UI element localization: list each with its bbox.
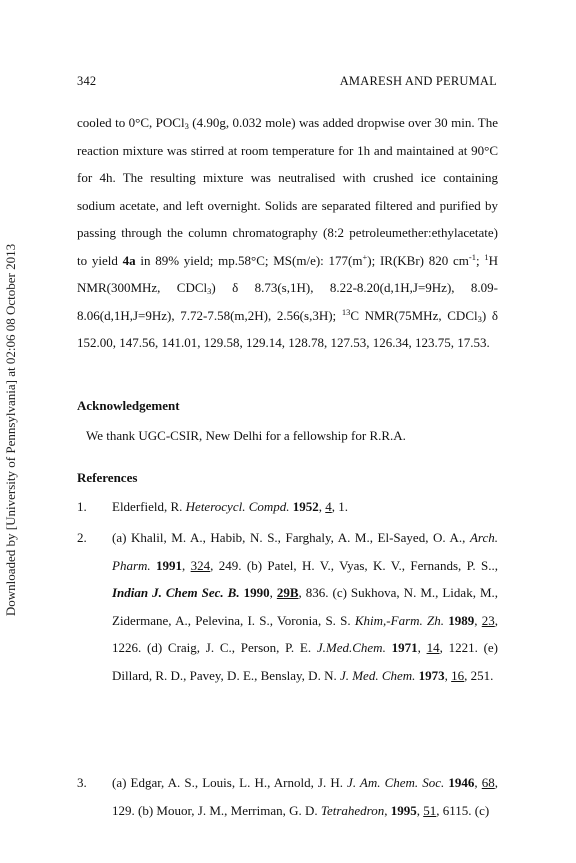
reference-number: 2.: [77, 530, 87, 545]
page-number: 342: [77, 74, 97, 88]
download-watermark: [0, 240, 22, 620]
paragraph-text: cooled to 0°C, POCl$_3$ (4.90g, 0.032 mole) was added dropwise over 30 min. The reaction mixture was stirred at room temperature for 1h and maintained at 90°C for 4h. The resulting mixture was neutralised with crushed ice containing sodium acetate, and left overnight. Solids are separated filtered and purified by passing through the column chromatography (8:2 petroleumether:ethylacetate) to yield 4a in 89% yield; mp.58°C; MS(m/e): 177(m+); IR(KBr) 820 $cm^{-1}$; $^1$H NMR(300MHz, CDCl$_3$) δ 8.73(s,1H), 8.22-8.20(d,1H,J=9Hz), 8.09-8.06(d,1H,J=9Hz), 7.72-7.58(m,2H), 2.56(s,3H); $^{13}$C NMR(75MHz, CDCl$_3$) δ 152.00, 147.56, 141.01, 129.58, 129.14, 128.78, 127.53, 126.34, 123.75, 17.53.: [77, 115, 498, 350]
reference-item: [77, 769, 498, 824]
reference-item: [77, 493, 498, 521]
reference-text: Elderfield, R. Heterocycl. Compd. 1952, 4, 1.: [112, 499, 349, 514]
reference-text: (a) Edgar, A. S., Louis, L. H., Arnold, J. H. J. Am. Chem. Soc. 1946, 68, 129. (b) Mouor, J. M., Merriman, G. D. Tetrahedron, 1995, 51, 6115. (c): [112, 775, 499, 818]
references-heading: References: [77, 470, 138, 485]
reference-text: (a) Khalil, M. A., Habib, N. S., Farghaly, A. M., El-Sayed, O. A., Arch. Pharm. 1991, 324, 249. (b) Patel, H. V., Vyas, K. V., Fernands, P. S.., Indian J. Chem Sec. B. 1990, 29B, 836. (c) Sukhova, N. M., Lidak, M., Zidermane, A., Pelevina, I. S., Voronia, S. S. Khim,-Farm. Zh. 1989, 23, 1226. (d) Craig, J. C., Person, P. E. J.Med.Chem. 1971, 14, 1221. (e) Dillard, R. D., Pavey, D. E., Benslay, D. N. J. Med. Chem. 1973, 16, 251.: [112, 530, 499, 683]
experimental-paragraph: [77, 109, 498, 357]
compound-label: 4a: [122, 252, 136, 268]
download-note-text: Downloaded by [University of Pennsylvania] at 02:06 08 October 2013: [3, 243, 18, 617]
acknowledgement-heading: Acknowledgement: [77, 398, 180, 413]
reference-number: 1.: [77, 499, 87, 514]
reference-number: 3.: [77, 775, 87, 790]
acknowledgement-text: We thank UGC-CSIR, New Delhi for a fellowship for R.R.A.: [86, 428, 406, 443]
reference-item: [77, 524, 498, 689]
running-title: AMARESH AND PERUMAL: [339, 74, 497, 88]
